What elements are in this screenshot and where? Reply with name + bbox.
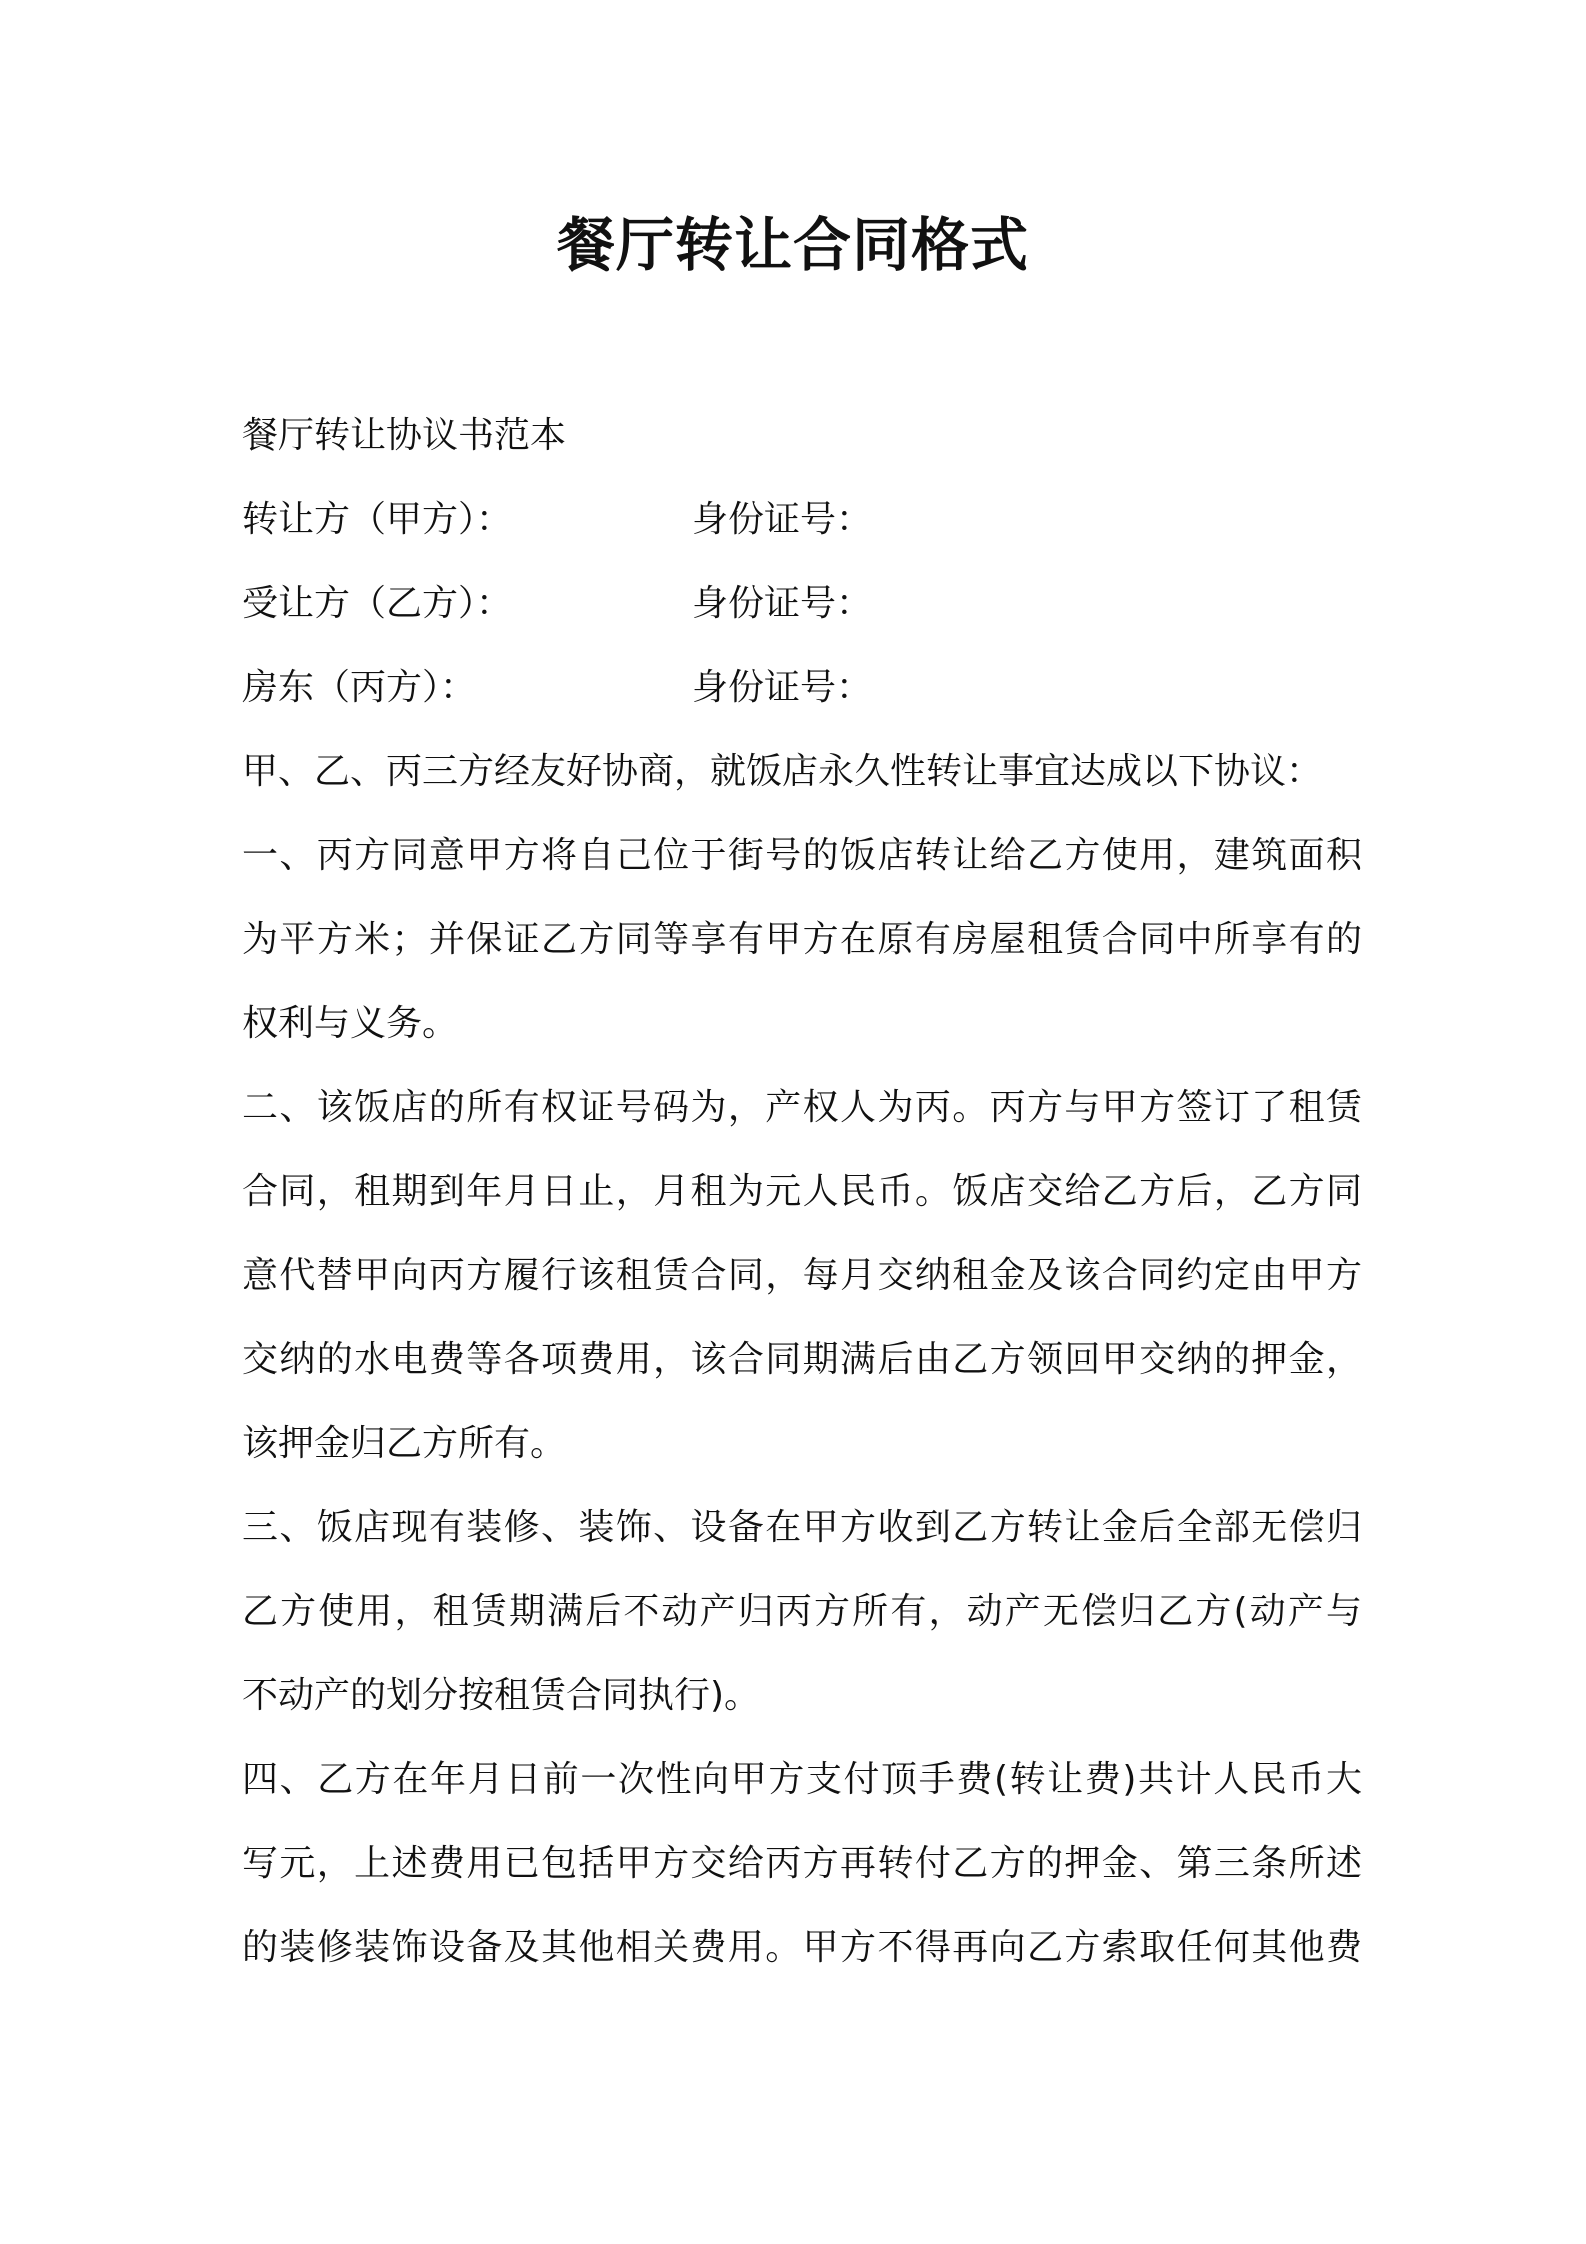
clause-line: 权利与义务。 bbox=[242, 1003, 459, 1044]
clause-line: 该押金归乙方所有。 bbox=[242, 1423, 567, 1464]
id-number-label: 身份证号： bbox=[692, 499, 873, 540]
clause-line: 四、乙方在年月日前一次性向甲方支付顶手费(转让费)共计人民币大 bbox=[242, 1759, 1362, 1800]
party-label: 受让方（乙方）： bbox=[242, 583, 513, 624]
clause-line: 为平方米；并保证乙方同等享有甲方在原有房屋租赁合同中所享有的 bbox=[242, 919, 1362, 960]
clause-line: 乙方使用，租赁期满后不动产归丙方所有，动产无偿归乙方(动产与 bbox=[242, 1591, 1362, 1632]
clause-line: 一、丙方同意甲方将自己位于街号的饭店转让给乙方使用，建筑面积 bbox=[242, 835, 1362, 876]
id-number-label: 身份证号： bbox=[692, 583, 873, 624]
agreement-intro: 甲、乙、丙三方经友好协商，就饭店永久性转让事宜达成以下协议： bbox=[242, 751, 1323, 792]
clause-line: 写元，上述费用已包括甲方交给丙方再转付乙方的押金、第三条所述 bbox=[242, 1843, 1362, 1884]
id-number-label: 身份证号： bbox=[692, 667, 873, 708]
clause-1 bbox=[242, 814, 1362, 1066]
document-subtitle: 餐厅转让协议书范本 bbox=[242, 415, 567, 456]
document-body bbox=[242, 394, 1362, 1990]
clause-line: 二、该饭店的所有权证号码为，产权人为丙。丙方与甲方签订了租赁 bbox=[242, 1087, 1362, 1128]
clause-line: 合同，租期到年月日止，月租为元人民币。饭店交给乙方后，乙方同 bbox=[242, 1171, 1362, 1212]
clause-2 bbox=[242, 1066, 1362, 1486]
clause-4 bbox=[242, 1738, 1362, 1990]
clause-line: 意代替甲向丙方履行该租赁合同，每月交纳租金及该合同约定由甲方 bbox=[242, 1255, 1362, 1296]
document-title: 餐厅转让合同格式 bbox=[556, 211, 1029, 279]
party-label: 房东（丙方）： bbox=[242, 667, 477, 708]
clause-line: 不动产的划分按租赁合同执行)。 bbox=[242, 1675, 761, 1716]
clause-line: 三、饭店现有装修、装饰、设备在甲方收到乙方转让金后全部无偿归 bbox=[242, 1507, 1362, 1548]
party-line-transferee bbox=[242, 562, 1362, 646]
party-label: 转让方（甲方）： bbox=[242, 499, 513, 540]
clause-line: 的装修装饰设备及其他相关费用。甲方不得再向乙方索取任何其他费 bbox=[242, 1927, 1362, 1968]
clause-3 bbox=[242, 1486, 1362, 1738]
clause-line: 交纳的水电费等各项费用，该合同期满后由乙方领回甲交纳的押金， bbox=[242, 1339, 1362, 1380]
party-line-transferor bbox=[242, 478, 1362, 562]
party-line-landlord bbox=[242, 646, 1362, 730]
